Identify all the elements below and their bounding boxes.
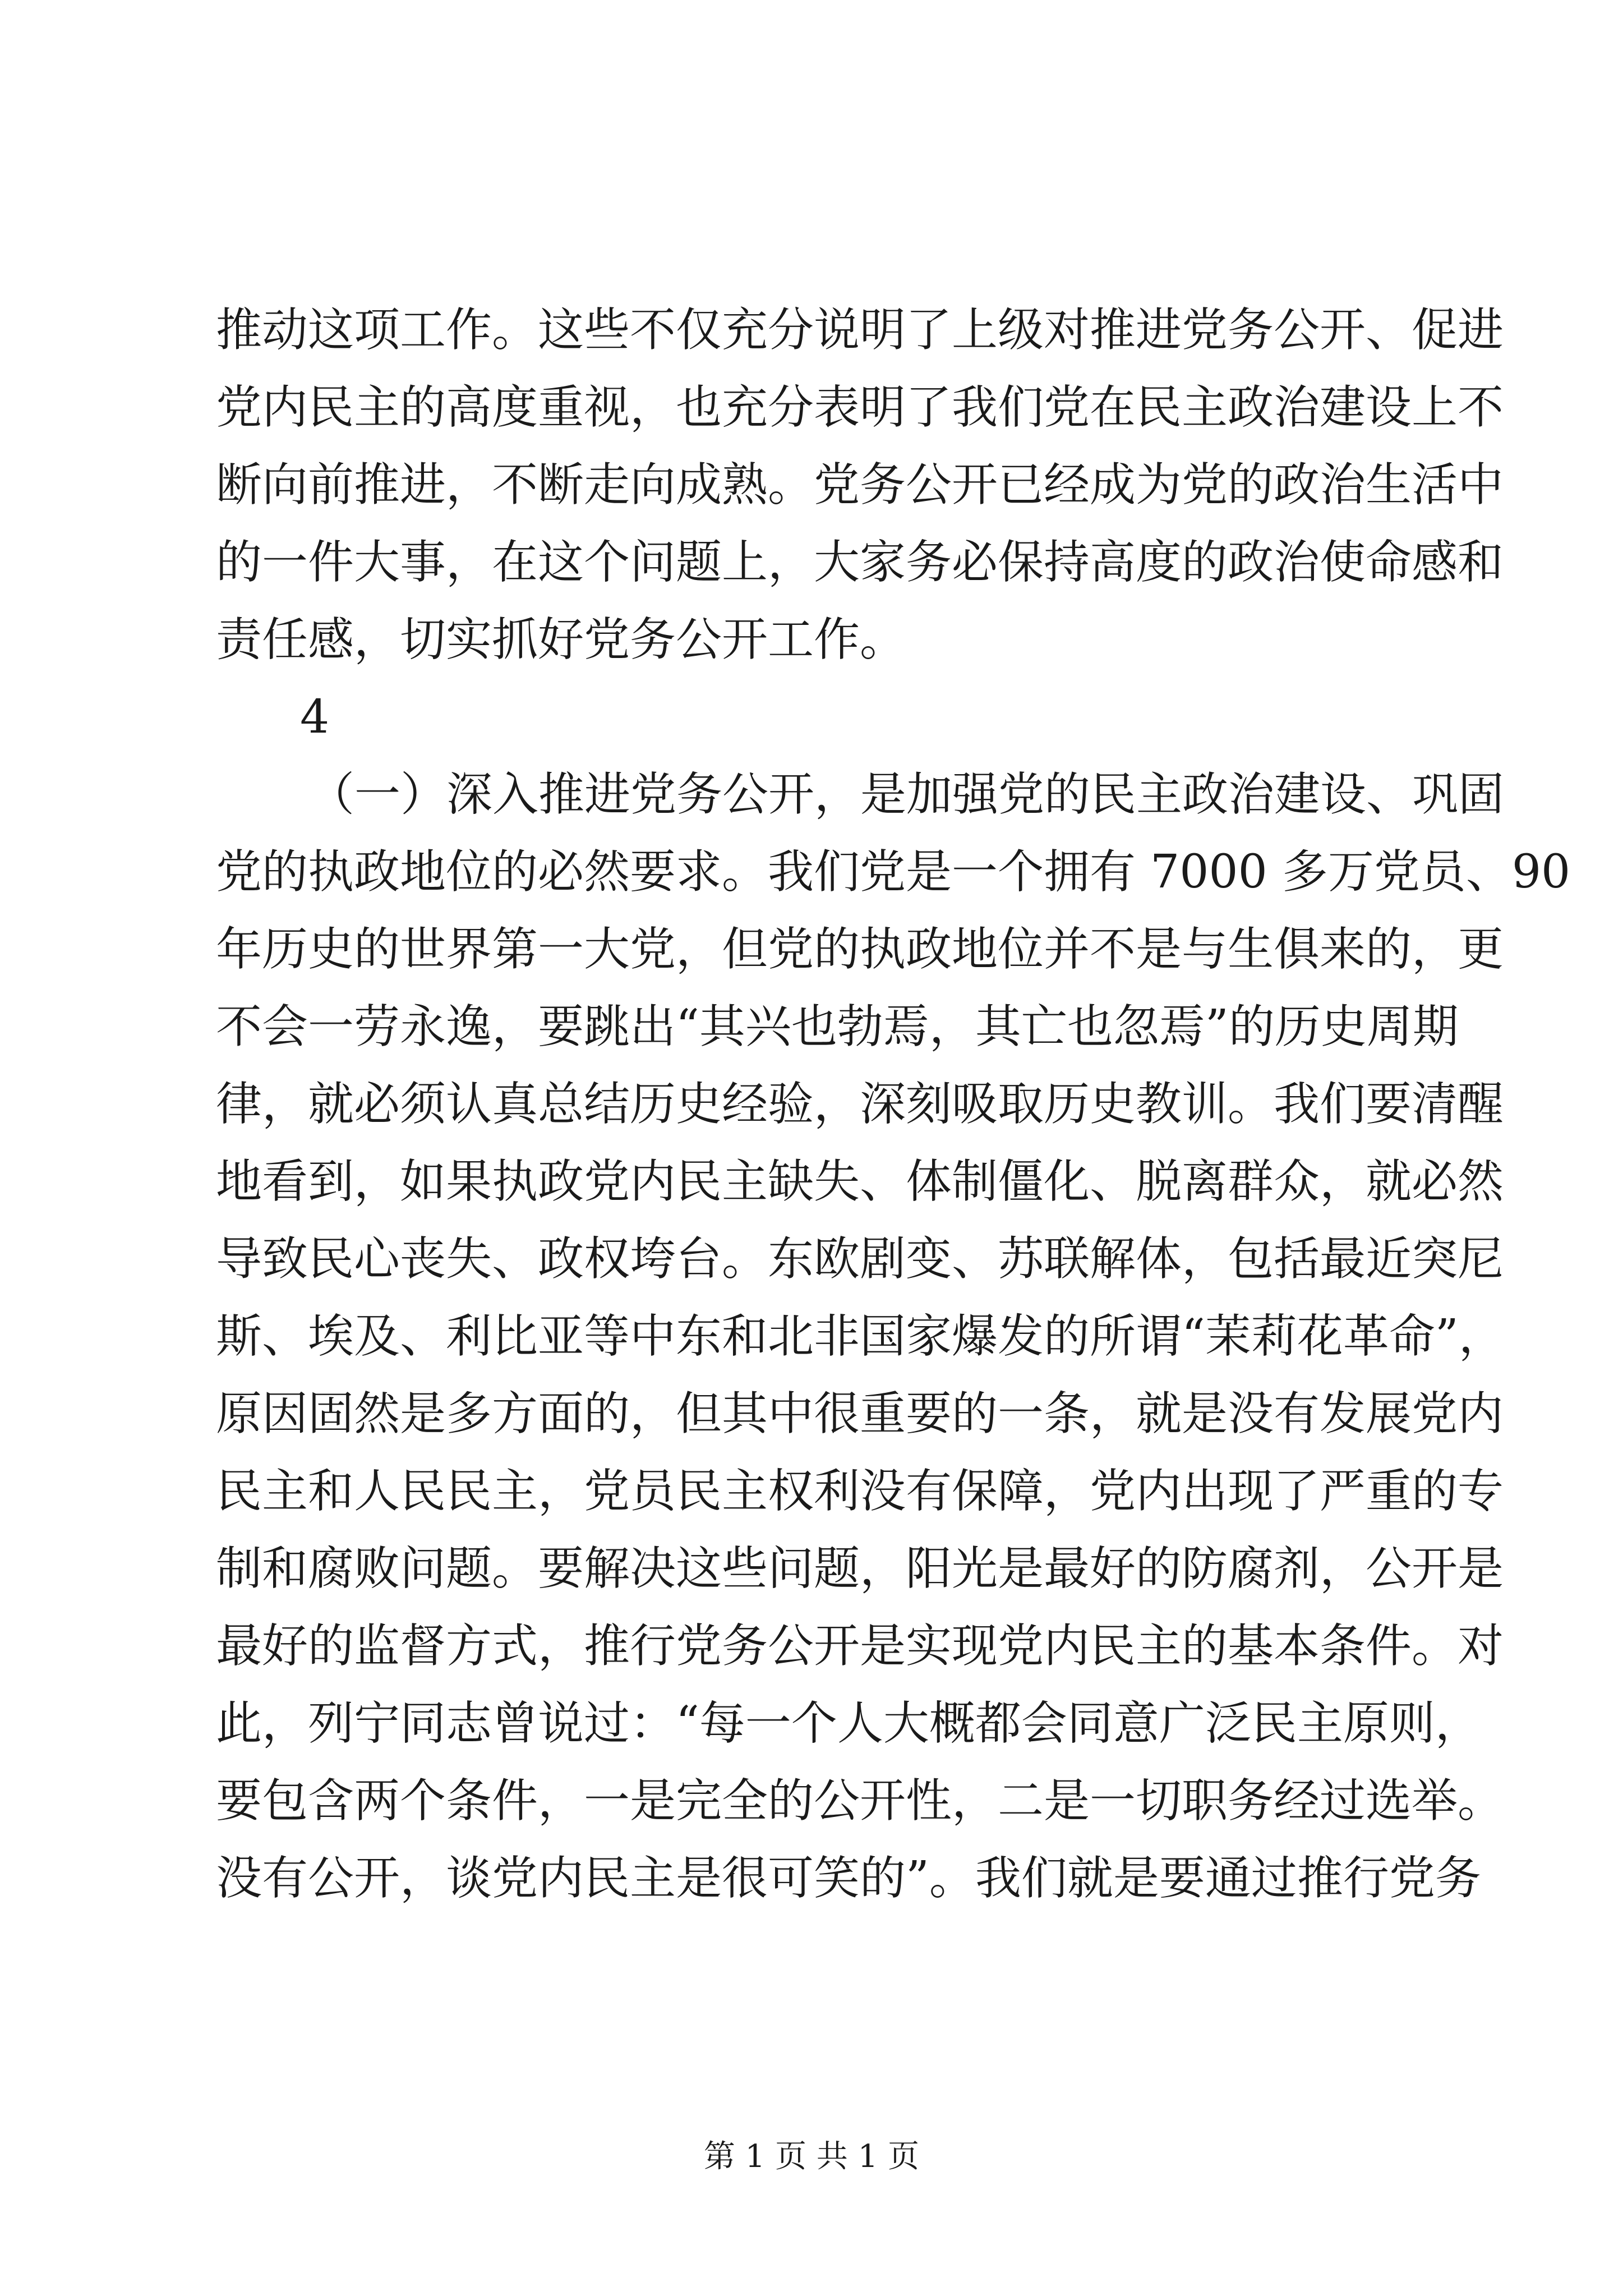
text-line: 律，就必须认真总结历史经验，深刻吸取历史教训。我们要清醒 — [216, 1078, 1504, 1131]
text-line: 原因固然是多方面的，但其中很重要的一条，就是没有发展党内 — [216, 1387, 1504, 1441]
text-line: 断向前推进，不断走向成熟。党务公开已经成为党的政治生活中 — [216, 458, 1504, 512]
section-number: 4 — [300, 691, 330, 744]
text-line: 的一件大事，在这个问题上，大家务必保持高度的政治使命感和 — [216, 536, 1504, 589]
text-line: 不会一劳永逸，要跳出“其兴也勃焉，其亡也忽焉”的历史周期 — [216, 1000, 1459, 1053]
document-body — [216, 292, 1571, 1917]
text-line: 斯、埃及、利比亚等中东和北非国家爆发的所谓“茉莉花革命”， — [216, 1310, 1505, 1363]
text-line: 没有公开，谈党内民主是很可笑的”。我们就是要通过推行党务 — [216, 1852, 1481, 1905]
text-line: 地看到，如果执政党内民主缺失、体制僵化、脱离群众，就必然 — [216, 1155, 1504, 1208]
text-line: 此，列宁同志曾说过：“每一个人大概都会同意广泛民主原则， — [216, 1697, 1481, 1750]
text-line: 党内民主的高度重视，也充分表明了我们党在民主政治建设上不 — [216, 381, 1504, 434]
text-line: 最好的监督方式，推行党务公开是实现党内民主的基本条件。对 — [216, 1619, 1504, 1673]
text-line: 年历史的世界第一大党，但党的执政地位并不是与生俱来的，更 — [216, 923, 1504, 976]
text-line: 党的执政地位的必然要求。我们党是一个拥有 7000 多万党员、90 — [216, 845, 1571, 899]
text-line: 责任感，切实抓好党务公开工作。 — [216, 613, 906, 666]
text-line: 导致民心丧失、政权垮台。东欧剧变、苏联解体，包括最近突尼 — [216, 1232, 1504, 1286]
text-line: 要包含两个条件，一是完全的公开性，二是一切职务经过选举。 — [216, 1774, 1504, 1828]
page-number-label: 第 1 页 共 1 页 — [703, 2138, 920, 2175]
section-heading-line: （一）深入推进党务公开，是加强党的民主政治建设、巩固 — [308, 768, 1505, 821]
text-line: 民主和人民民主，党员民主权利没有保障，党内出现了严重的专 — [216, 1465, 1504, 1518]
text-line: 制和腐败问题。要解决这些问题，阳光是最好的防腐剂，公开是 — [216, 1542, 1504, 1595]
text-line: 推动这项工作。这些不仅充分说明了上级对推进党务公开、促进 — [216, 303, 1504, 357]
page-footer — [0, 2137, 1623, 2177]
